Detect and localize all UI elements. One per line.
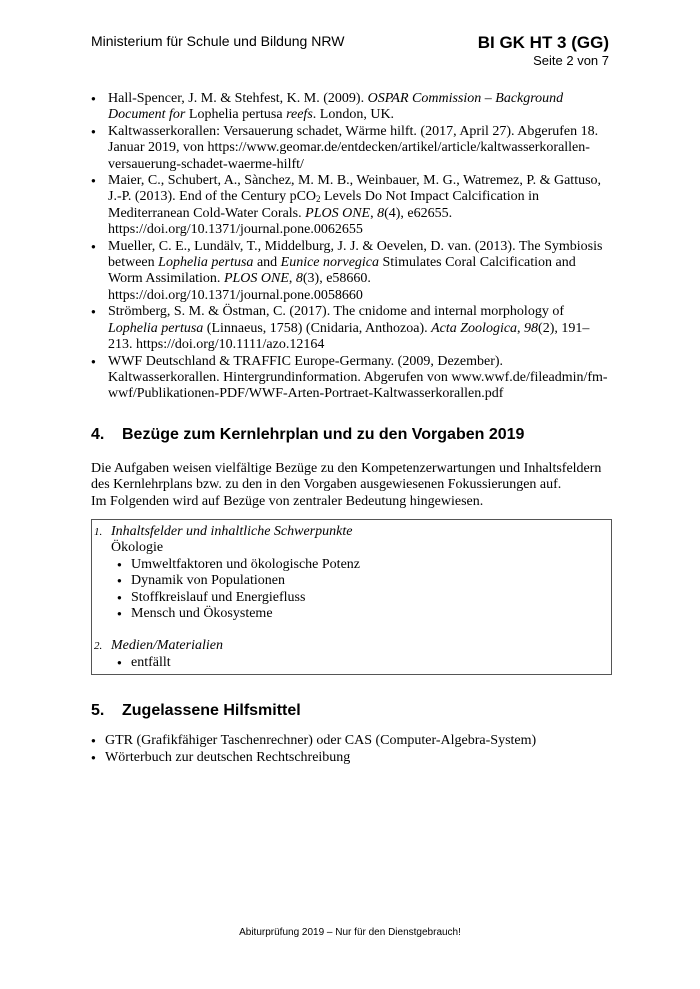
- reference-item: ● Hall-Spencer, J. M. & Stehfest, K. M. (2009). OSPAR Commission – Background Document for Lophelia pertusa reefs. London, UK.: [91, 91, 611, 124]
- box-item-1-field: Ökologie: [111, 540, 164, 556]
- reference-item: ● Mueller, C. E., Lundälv, T., Middelburg, J. J. & Oevelen, D. van. (2013). The Symbiosis between Lophelia pertusa and Eunice norvegica Stimulates Coral Calcification and Worm Assimilation. PLOS ONE, 8(3), e58660. https://doi.org/10.1371/journal.pone.0058660: [91, 239, 611, 305]
- header-exam-code: BI GK HT 3 (GG): [477, 33, 609, 52]
- section-5-heading: 5. Zugelassene Hilfsmittel: [91, 702, 301, 720]
- list-item: ● GTR (Grafikfähiger Taschenrechner) oder CAS (Computer-Algebra-System): [91, 733, 611, 749]
- section-4-heading: 4. Bezüge zum Kernlehrplan und zu den Vorgaben 2019: [91, 425, 525, 443]
- box-item-1-title: 1. Inhaltsfelder und inhaltliche Schwerpunkte: [94, 523, 353, 539]
- list-item: ● Dynamik von Populationen: [117, 573, 603, 589]
- curriculum-box: [91, 519, 612, 675]
- header-block: [478, 33, 609, 69]
- reference-item: ● WWF Deutschland & TRAFFIC Europe-Germany. (2009, Dezember). Kaltwasserkorallen. Hintergrundinformation. Abgerufen von www.wwf.de/fileadmin/fm-wwf/Publikationen-PDF/WWF-Arten-Portraet-Kaltwasserkorallen.pdf: [91, 354, 611, 403]
- box-item-2-list: [94, 655, 603, 671]
- box-item-2-title: 2. Medien/Materialien: [94, 638, 223, 654]
- box-item-1-list: [94, 557, 603, 623]
- reference-item: ● Maier, C., Schubert, A., Sànchez, M. M. B., Weinbauer, M. G., Watremez, P. & Gattuso, J.-P. (2013). End of the Century pCO$_2$ Levels Do Not Impact Calcification in Mediterranean Cold-Water Corals. PLOS ONE, 8(4), e62655. https://doi.org/10.1371/journal.pone.0062655: [91, 173, 611, 239]
- section-4-intro: Die Aufgaben weisen vielfältige Bezüge zu den Kompetenzerwartungen und Inhaltsfeldern des Kernlehrplans bzw. zu den in den Vorgaben ausgewiesenen Fokussierungen auf. Im Folgenden wird auf Bezüge von zentraler Bedeutung hingewiesen.: [91, 460, 602, 509]
- reference-item: ● Strömberg, S. M. & Östman, C. (2017). The cnidome and internal morphology of Lophelia pertusa (Linnaeus, 1758) (Cnidaria, Anthozoa). Acta Zoologica, 98(2), 191–213. https://doi.org/10.1111/azo.12164: [91, 304, 611, 353]
- footer-note: Abiturprüfung 2019 – Nur für den Dienstgebrauch!: [239, 927, 461, 938]
- list-item: ● Umweltfaktoren und ökologische Potenz: [117, 557, 603, 573]
- page-content: [91, 91, 611, 766]
- aids-list: [91, 733, 611, 766]
- reference-list: [91, 91, 611, 403]
- header-page-number: Seite 2 von 7: [533, 53, 609, 68]
- list-item: ● Mensch und Ökosysteme: [117, 606, 603, 622]
- list-item: ● Stoffkreislauf und Energiefluss: [117, 590, 603, 606]
- list-item: ● Wörterbuch zur deutschen Rechtschreibung: [91, 750, 611, 766]
- header-ministry: Ministerium für Schule und Bildung NRW: [91, 33, 345, 49]
- reference-item: ● Kaltwasserkorallen: Versauerung schadet, Wärme hilft. (2017, April 27). Abgerufen 18. Januar 2019, von https://www.geomar.de/entdecken/artikel/article/kaltwasserkorallen-versauerung-schadet-waerme-hilft/: [91, 124, 611, 173]
- list-item: ● entfällt: [117, 655, 603, 671]
